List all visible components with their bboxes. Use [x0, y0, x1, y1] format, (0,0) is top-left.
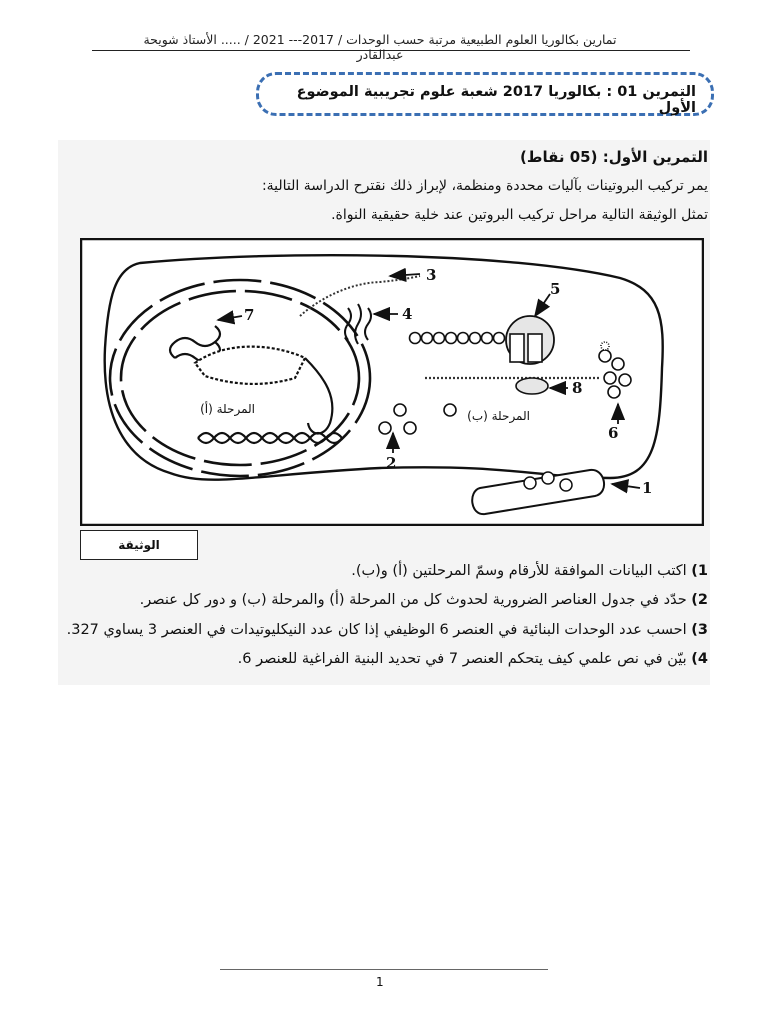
label-7: 7 [244, 306, 255, 324]
page-header: تمارين بكالوريا العلوم الطبيعية مرتبة حسب الوحدات / 2017--- 2021 / ..... الأستاذ شويحة عبدالقادر [143, 32, 617, 62]
header-divider [92, 50, 690, 51]
question-1-number: 1) [691, 563, 708, 579]
label-1: 1 [642, 479, 653, 497]
document-caption: الوثيقة [80, 530, 198, 560]
exercise-heading: التمرين الأول: (05 نقاط) [520, 148, 708, 166]
question-4-number: 4) [691, 651, 708, 667]
trna-element-2 [528, 334, 542, 362]
label-2: 2 [386, 454, 397, 472]
question-3-text: احسب عدد الوحدات البنائية في العنصر 6 الوظيفي إذا كان عدد النيكليوتيدات في العنصر 3 يساوي 327. [66, 622, 687, 638]
question-3-number: 3) [691, 622, 708, 638]
label-3: 3 [426, 266, 437, 284]
label-4: 4 [402, 305, 413, 323]
intro-line-2: تمثل الوثيقة التالية مراحل تركيب البروتين عند خلية حقيقية النواة. [331, 207, 708, 223]
phase-b-label: المرحلة (ب) [467, 409, 530, 423]
question-1 [351, 563, 708, 579]
question-4-text: بيّن في نص علمي كيف يتحكم العنصر 7 في تحديد البنية الفراغية للعنصر 6. [237, 651, 687, 667]
label-8: 8 [572, 379, 583, 397]
question-4 [238, 651, 708, 667]
question-2-number: 2) [691, 592, 708, 608]
label-5: 5 [550, 280, 561, 298]
phase-a-label: المرحلة (أ) [200, 402, 255, 416]
protein-synthesis-diagram [80, 238, 704, 526]
exercise-title: التمرين 01 : بكالوريا 2017 شعبة علوم تجريبية الموضوع الأول [296, 84, 696, 116]
page-number: 1 [376, 975, 384, 989]
question-2-text: حدّد في جدول العناصر الضرورية لحدوث كل من المرحلة (أ) والمرحلة (ب) و دور كل عنصر. [139, 592, 687, 608]
question-1-text: اكتب البيانات الموافقة للأرقام وسمّ المرحلتين (أ) و(ب). [351, 563, 687, 579]
question-2 [140, 592, 708, 608]
footer-divider [220, 969, 548, 970]
intro-line-1: يمر تركيب البروتينات بآليات محددة ومنظمة، لإبراز ذلك نقترح الدراسة التالية: [261, 178, 708, 194]
trna-element [510, 334, 524, 362]
ribosome-small-subunit-element-8 [516, 378, 548, 394]
label-6: 6 [608, 424, 619, 442]
question-3 [67, 622, 708, 638]
